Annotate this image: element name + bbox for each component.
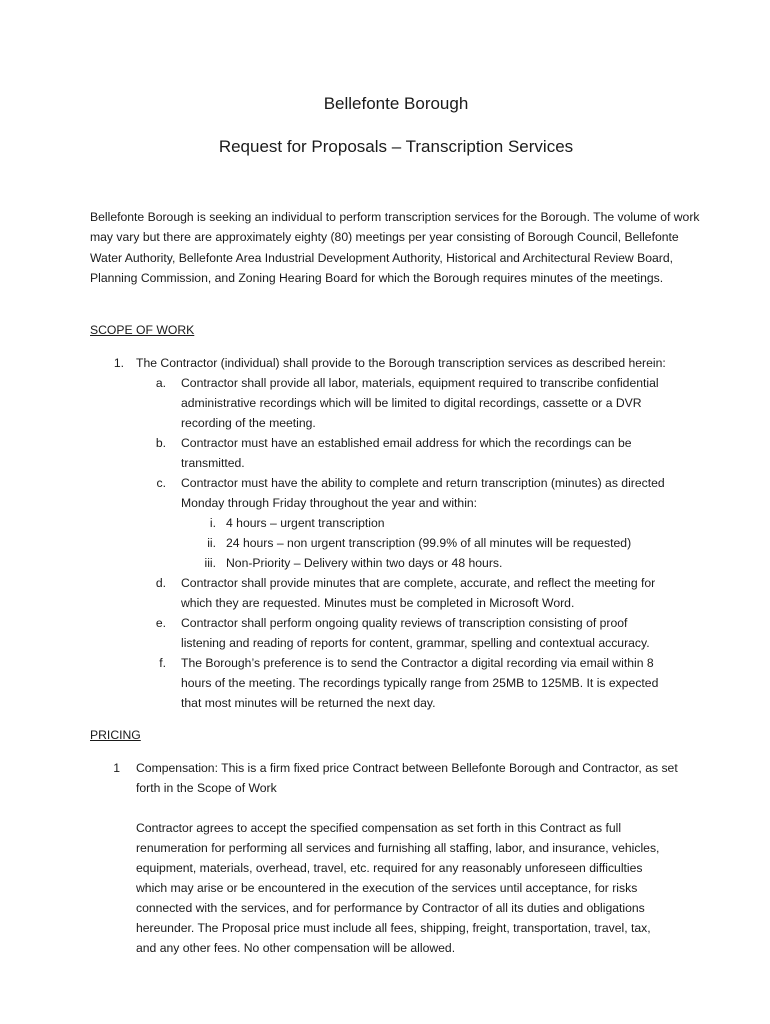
intro-paragraph: Bellefonte Borough is seeking an individual to perform transcription services for the Borough. The volume of work may vary but there are approximately eighty (80) meetings per year consisting of Borough Council, Bellefonte Water Authority, Bellefonte Area Industrial Development Authority, Historical and Architectural Review Board, Planning Commission, and Zoning Hearing Board for which the Borough requires minutes of the meetings.: [90, 210, 700, 285]
subitem-line: Contractor must have the ability to complete and return transcription (minutes) as directed: [181, 476, 665, 490]
roman-numeral: i.: [209, 516, 216, 530]
pricing-paragraph-line: Contractor agrees to accept the specified compensation as set forth in this Contract as full: [136, 821, 622, 835]
pricing-paragraph-line: connected with the services, and for performance by Contractor of all its duties and obligations: [136, 901, 645, 915]
pricing-heading: PRICING: [90, 728, 141, 742]
subitem-line: Contractor shall perform ongoing quality reviews of transcription consisting of proof: [181, 616, 628, 630]
pricing-paragraph-line: which may arise or be encountered in the execution of the services until acceptance, for risks: [136, 881, 638, 895]
subitem-line: The Borough’s preference is to send the Contractor a digital recording via email within 8: [181, 656, 654, 670]
roman-item: 24 hours – non urgent transcription (99.9% of all minutes will be requested): [226, 536, 632, 550]
subitem-line: Contractor must have an established email address for which the recordings can be: [181, 436, 632, 450]
subitem-letter: b.: [155, 436, 166, 450]
subitem-line: listening and reading of reports for content, grammar, spelling and contextual accuracy.: [181, 636, 650, 650]
pricing-item-number: 1: [113, 761, 120, 775]
pricing-paragraph-line: equipment, materials, overhead, travel, etc. required for any reasonably unforeseen difficulties: [136, 861, 643, 875]
subitem-line: Contractor shall provide minutes that are complete, accurate, and reflect the meeting for: [181, 576, 656, 590]
scope-heading: SCOPE OF WORK: [90, 323, 195, 337]
pricing-paragraph-line: and any other fees. No other compensation will be allowed.: [136, 941, 456, 955]
roman-item: 4 hours – urgent transcription: [226, 516, 385, 530]
scope-item-text: The Contractor (individual) shall provide to the Borough transcription services as described herein:: [136, 356, 666, 370]
subitem-line: administrative recordings which will be limited to digital recordings, cassette or a DVR: [181, 396, 642, 410]
subitem-line: Contractor shall provide all labor, materials, equipment required to transcribe confidential: [181, 376, 659, 390]
subitem-letter: c.: [156, 476, 166, 490]
subitem-letter: e.: [155, 616, 166, 630]
scope-item-number: 1.: [113, 356, 124, 370]
roman-numeral: iii.: [204, 556, 216, 570]
subitem-line: which they are requested. Minutes must be completed in Microsoft Word.: [181, 596, 575, 610]
roman-item: Non-Priority – Delivery within two days or 48 hours.: [226, 556, 503, 570]
pricing-paragraph-line: renumeration for performing all services and furnishing all staffing, labor, and insurance, vehicles,: [136, 841, 660, 855]
subitem-line: Monday through Friday throughout the year and within:: [181, 496, 478, 510]
subitem-line: recording of the meeting.: [181, 416, 316, 430]
pricing-item-line: Compensation: This is a firm fixed price Contract between Bellefonte Borough and Contractor, as set: [136, 761, 678, 775]
subitem-letter: a.: [155, 376, 166, 390]
subitem-line: hours of the meeting. The recordings typically range from 25MB to 125MB. It is expected: [181, 676, 659, 690]
subitem-line: that most minutes will be returned the next day.: [181, 696, 436, 710]
subitem-line: transmitted.: [181, 456, 245, 470]
pricing-item-line: forth in the Scope of Work: [136, 781, 277, 795]
document-title: Bellefonte Borough: [323, 94, 469, 113]
subitem-letter: f.: [159, 656, 166, 670]
pricing-paragraph-line: hereunder. The Proposal price must include all fees, shipping, freight, transportation, travel, tax,: [136, 921, 651, 935]
subitem-letter: d.: [155, 576, 166, 590]
document-subtitle: Request for Proposals – Transcription Services: [218, 137, 574, 156]
roman-numeral: ii.: [207, 536, 216, 550]
